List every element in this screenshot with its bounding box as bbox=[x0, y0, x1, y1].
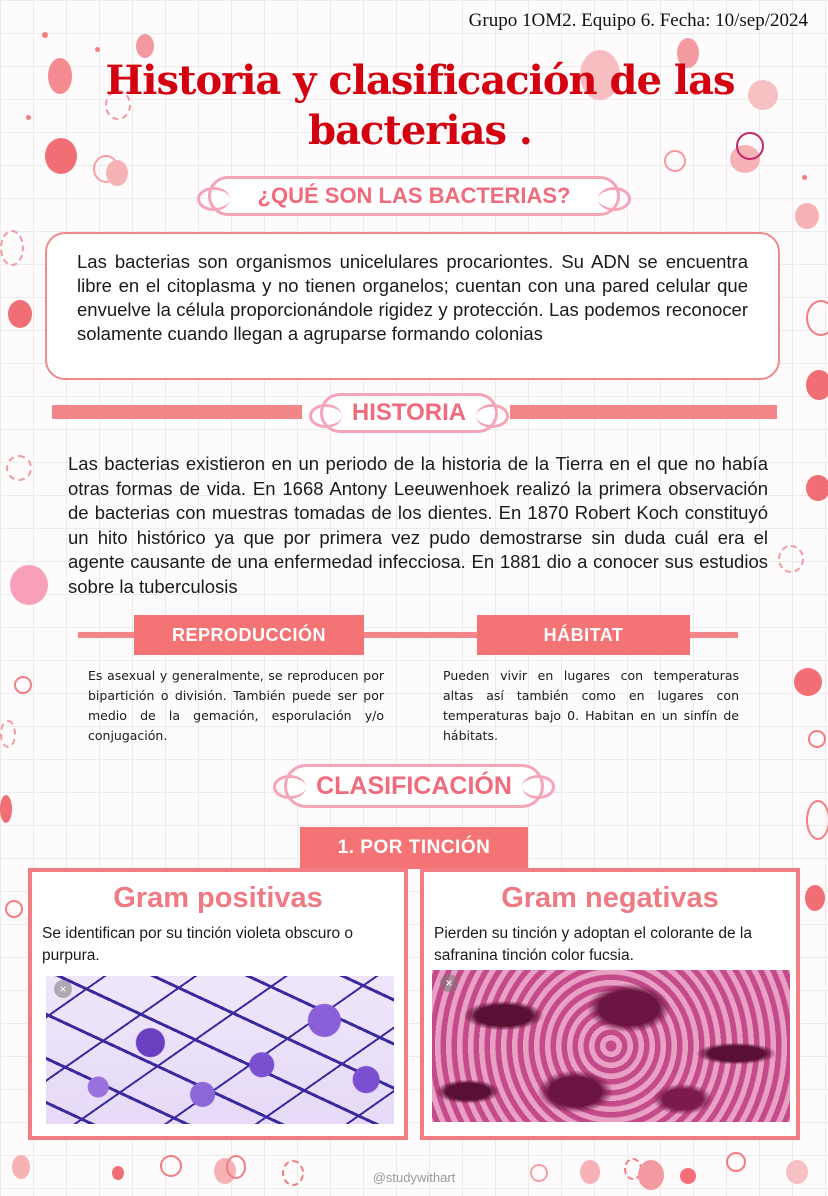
card-description: Se identifican por su tinción violeta obscuro o purpura. bbox=[42, 925, 354, 964]
tag-label: HÁBITAT bbox=[543, 625, 624, 645]
card-gram-negativas bbox=[420, 868, 800, 1140]
card-title: Gram positivas bbox=[113, 882, 323, 914]
reproduccion-paragraph: Es asexual y generalmente, se reproducen por bipartición o división. También puede ser por medio de la gemación, esporulación y/o conjugación. bbox=[88, 668, 384, 743]
tag-label: 1. POR TINCIÓN bbox=[337, 837, 491, 858]
section-heading-clasificacion bbox=[284, 764, 544, 808]
historia-divider-right bbox=[510, 405, 777, 419]
watermark: @studywithart bbox=[372, 1170, 456, 1185]
group-date-line: Grupo 1OM2. Equipo 6. Fecha: 10/sep/2024 bbox=[468, 10, 808, 31]
section-heading-label: ¿QUÉ SON LAS BACTERIAS? bbox=[257, 183, 571, 208]
page-title-line1: Historia y clasificación de las bbox=[105, 57, 735, 104]
historia-paragraph: Las bacterias existieron en un periodo de la historia de la Tierra en el que no había otras formas de vida. En 1668 Antony Leeuwenhoek realizó la primera observación de bacterias con muestras tomadas de los dientes. En 1870 Robert Koch constituyó un hito histórico ya que por primera vez pudo demostrarse sin duda cuál era el agente causante de una enfermedad infecciosa. En 1881 dio a conocer sus estudios sobre la tuberculosis bbox=[68, 453, 768, 597]
tag-habitat bbox=[477, 615, 690, 655]
tag-reproduccion bbox=[134, 615, 364, 655]
tag-label: REPRODUCCIÓN bbox=[171, 625, 326, 645]
section-heading-label: HISTORIA bbox=[351, 399, 467, 426]
close-icon[interactable]: × bbox=[440, 974, 458, 992]
intro-paragraph: Las bacterias son organismos unicelulares procariontes. Su ADN se encuentra libre en el citoplasma y no tienen organelos; cuentan con una pared celular que envuelve la célula proporcionándole rigidez y protección. Las podemos reconocer solamente cuando llegan a agruparse formando colonias bbox=[77, 251, 748, 344]
card-description: Pierden su tinción y adoptan el colorante de la safranina tinción color fucsia. bbox=[434, 925, 752, 964]
gram-negative-micrograph bbox=[432, 970, 790, 1122]
card-title: Gram negativas bbox=[501, 882, 719, 914]
tag-por-tincion bbox=[300, 827, 528, 869]
close-icon[interactable]: × bbox=[54, 980, 72, 998]
intro-text-box bbox=[45, 232, 780, 380]
section-heading-historia bbox=[320, 393, 498, 433]
page-title-line2: bacterias . bbox=[308, 107, 532, 154]
section-heading-que-son bbox=[208, 176, 620, 216]
gram-positive-micrograph bbox=[46, 976, 394, 1124]
historia-divider-left bbox=[52, 405, 302, 419]
card-gram-positivas bbox=[28, 868, 408, 1140]
section-heading-label: CLASIFICACIÓN bbox=[316, 772, 512, 800]
page-title bbox=[80, 56, 760, 156]
habitat-paragraph: Pueden vivir en lugares con temperaturas altas así también como en lugares con temperaturas bajo 0. Habitan en un sinfín de hábitats. bbox=[443, 668, 739, 743]
